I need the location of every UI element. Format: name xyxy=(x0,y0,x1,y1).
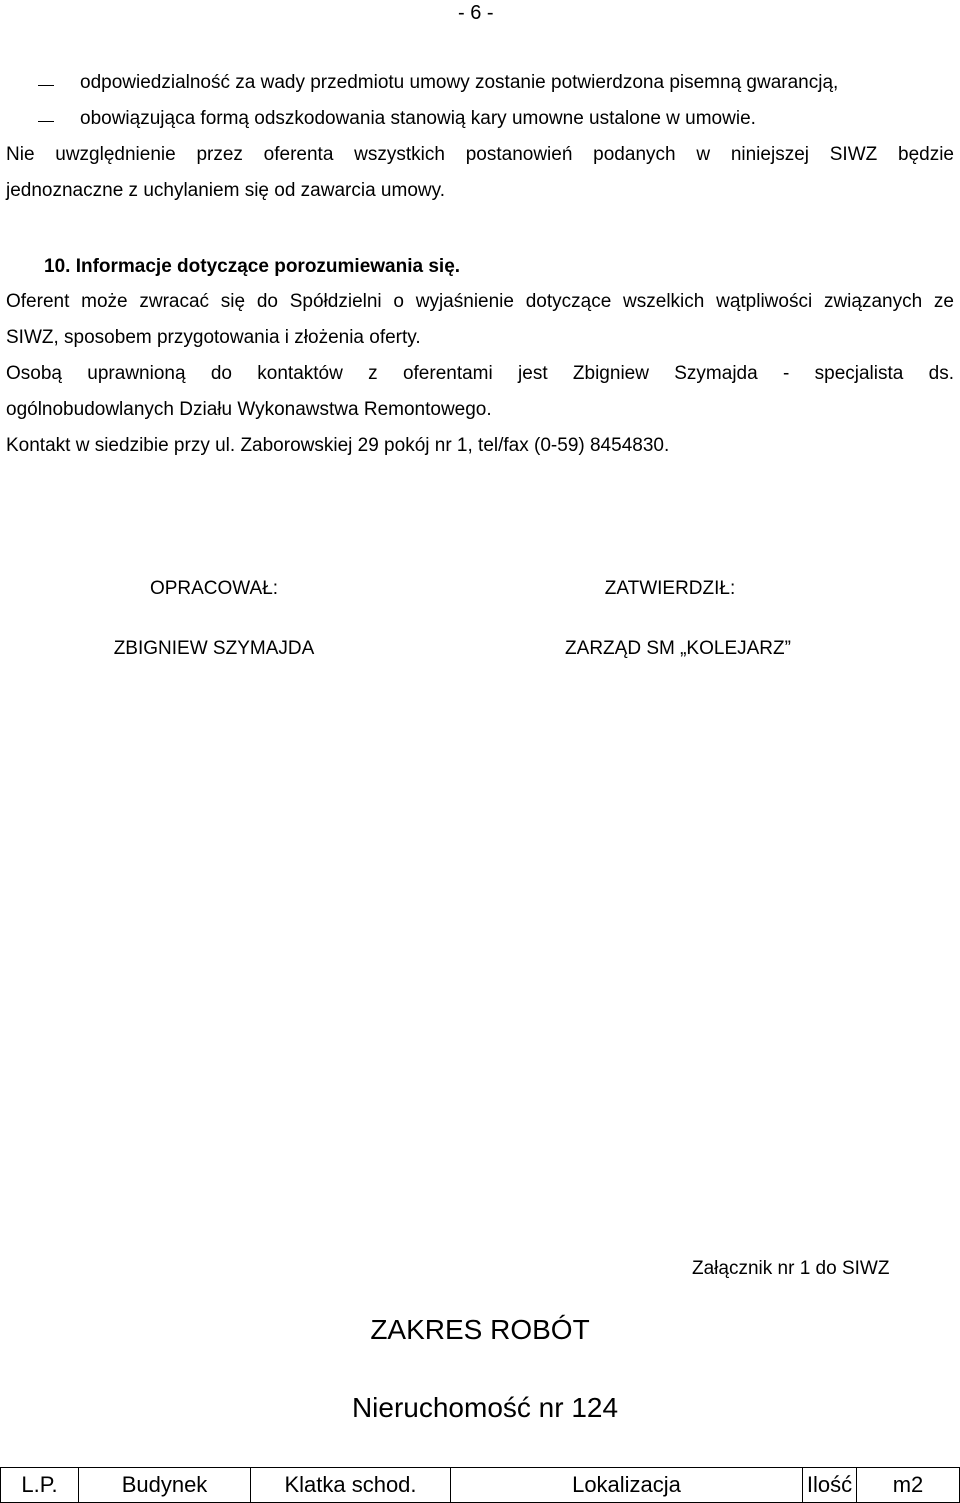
column-header: Klatka schod. xyxy=(251,1468,451,1502)
signature-right-name: ZARZĄD SM „KOLEJARZ” xyxy=(565,638,791,659)
paragraph-line: Osobą uprawnioną do kontaktów z oferentami jest Zbigniew Szymajda - specjalista ds. xyxy=(6,363,954,384)
paragraph-line: Oferent może zwracać się do Spółdzielni o wyjaśnienie dotyczące wszelkich wątpliwości związanych ze xyxy=(6,291,954,312)
dash-icon xyxy=(38,85,54,86)
column-header: m2 xyxy=(892,1472,924,1497)
dash-icon xyxy=(38,121,54,122)
bullet-text: odpowiedzialność za wady przedmiotu umowy zostanie potwierdzona pisemną gwarancją, xyxy=(80,72,839,93)
document-title: ZAKRES ROBÓT xyxy=(370,1314,590,1345)
paragraph-line: SIWZ, sposobem przygotowania i złożenia oferty. xyxy=(6,327,421,348)
bullet-text: obowiązująca formą odszkodowania stanowią kary umowne ustalone w umowie. xyxy=(80,108,756,129)
signature-left-name: ZBIGNIEW SZYMAJDA xyxy=(113,638,315,659)
page-number: - 6 - xyxy=(458,2,494,24)
paragraph-line: Nie uwzględnienie przez oferenta wszystkich postanowień podanych w niniejszej SIWZ będzie xyxy=(6,144,954,165)
document-subtitle: Nieruchomość nr 124 xyxy=(351,1392,619,1423)
signature-right-label: ZATWIERDZIŁ: xyxy=(604,578,736,599)
paragraph-contact-address: Kontakt w siedzibie przy ul. Zaborowskiej 29 pokój nr 1, tel/fax (0-59) 8454830. xyxy=(6,435,670,456)
paragraph-noncompliance xyxy=(6,137,954,209)
works-table-header xyxy=(0,1467,960,1503)
paragraph-line: ogólnobudowlanych Działu Wykonawstwa Remontowego. xyxy=(6,399,492,420)
column-header: Ilość xyxy=(803,1468,857,1502)
paragraph-contact-person xyxy=(6,356,954,428)
column-header: Budynek xyxy=(79,1468,251,1502)
paragraph-questions xyxy=(6,284,954,356)
signature-left-label: OPRACOWAŁ: xyxy=(149,578,279,599)
attachment-label: Załącznik nr 1 do SIWZ xyxy=(692,1258,890,1279)
column-header: L.P. xyxy=(1,1468,79,1502)
column-header: Lokalizacja xyxy=(451,1468,803,1502)
section-heading: 10. Informacje dotyczące porozumiewania się. xyxy=(44,256,461,277)
paragraph-line: jednoznaczne z uchylaniem się od zawarcia umowy. xyxy=(6,180,445,201)
